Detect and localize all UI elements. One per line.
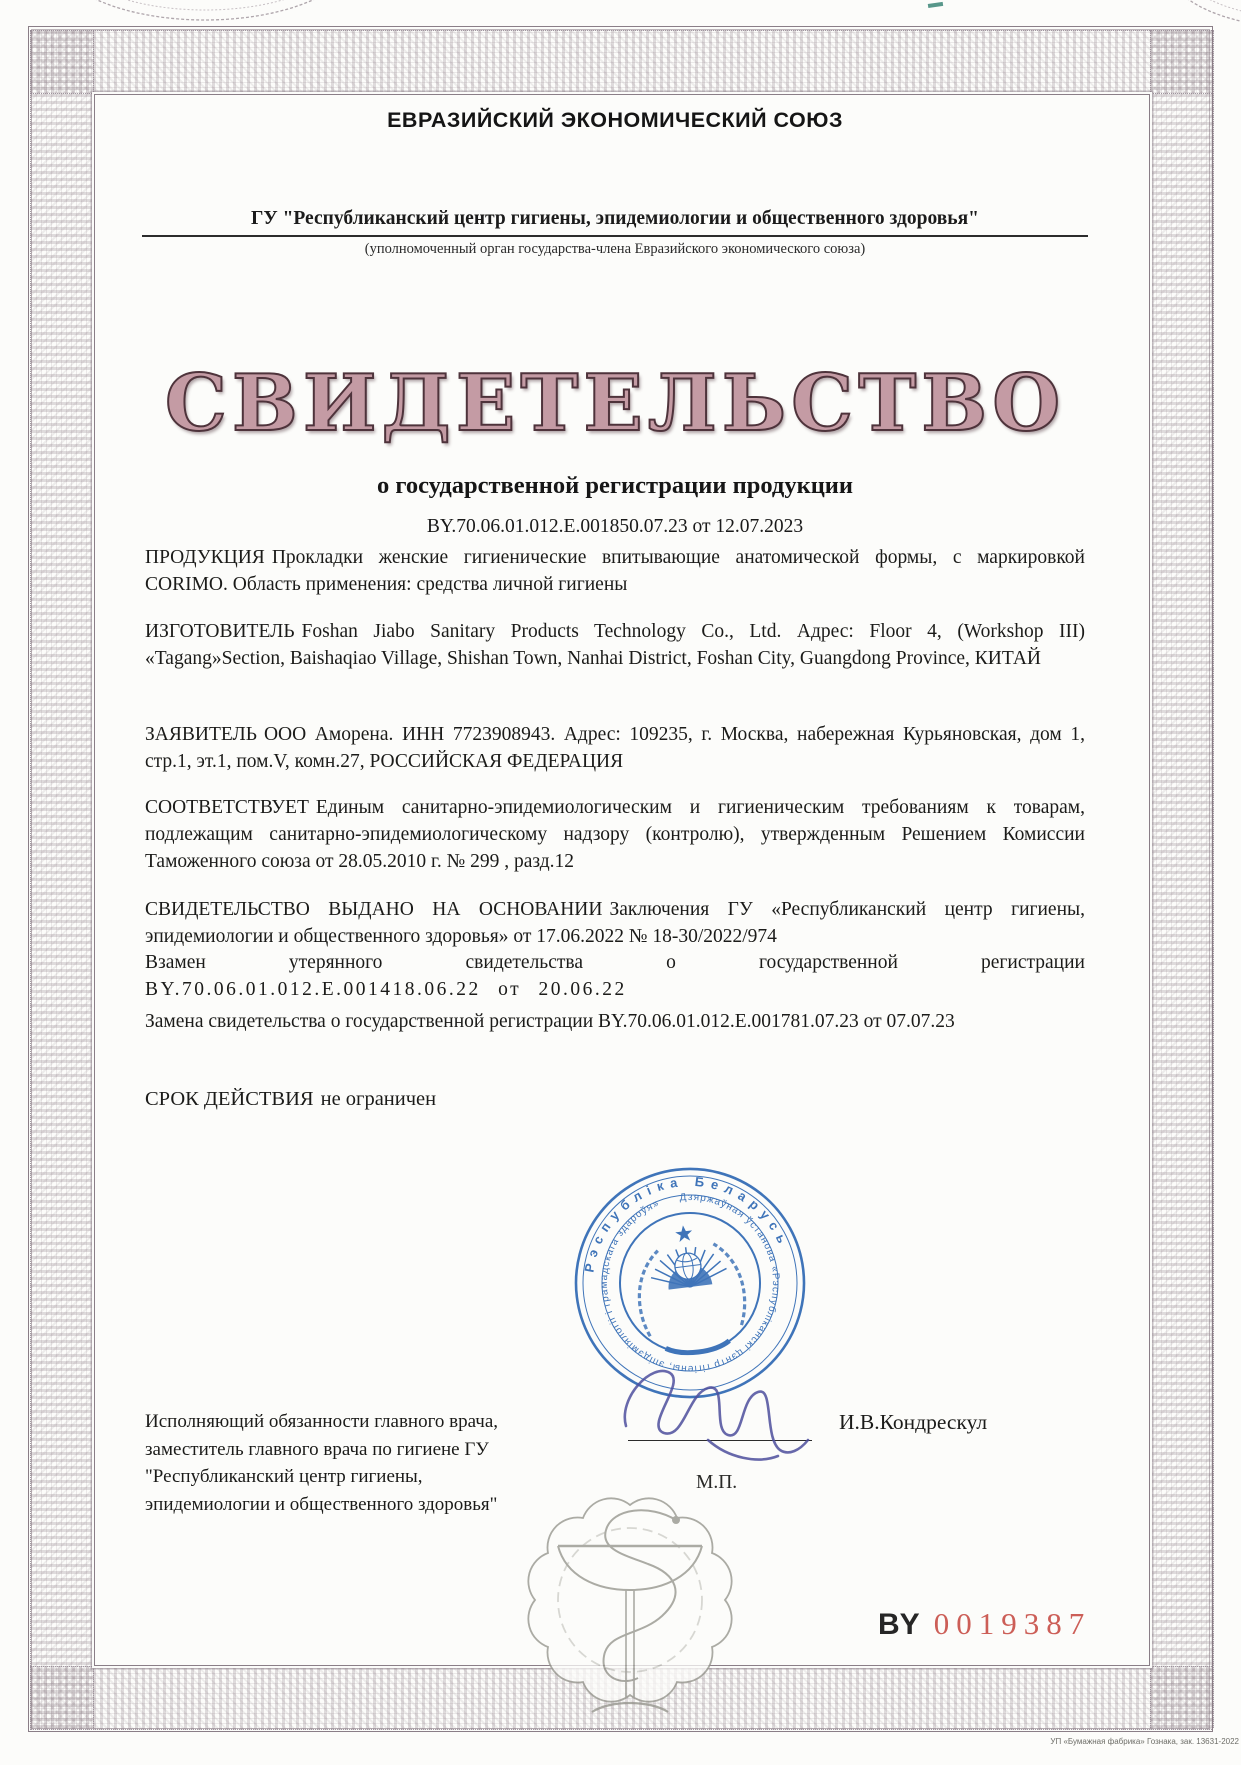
section-compliance [145,794,1085,875]
section-basis [145,896,1085,950]
certificate-subtitle: о государственной регистрации продукции [376,472,854,499]
stamp-star [674,1224,693,1242]
section-product-text: Прокладки женские гигиенические впитывающие анатомической формы, с маркировкой CORIMO. Область применения: средства личной гигиены [145,547,1085,595]
section-compliance-label: СООТВЕТСТВУЕТ [145,797,309,818]
signatory-position-line3: "Республиканский центр гигиены, [145,1466,423,1487]
validity-value: не ограничен [320,1088,437,1110]
snake-head [672,1516,680,1524]
authority-note: (уполномоченный орган государства-члена Евразийского экономического союза) [364,241,866,257]
signatory-position-line1: Исполняющий обязанности главного врача, [145,1411,499,1432]
stamp-outer-textpath: Рэспубліка Беларусь [581,1173,793,1274]
section-compliance-text: Единым санитарно-эпидемиологическим и гигиеническим требованиям к товарам, подлежащим санитарно-эпидемиологическому надзору (контролю), утвержденным Решением Комиссии Таможенного союза от 28.05.2010 г. № 299 , разд.12 [145,797,1085,872]
guilloche-border-left [30,30,94,1728]
seal-place-mark: М.П. [696,1472,738,1493]
signatory-name: И.В.Кондрескул [839,1410,988,1434]
serial-number-row [878,1606,1091,1642]
validity-row [145,1086,1085,1113]
section-product [145,544,1085,598]
signatory-position [145,1408,625,1518]
serial-digits: 0019387 [933,1606,1092,1641]
section-manufacturer [145,618,1085,672]
guilloche-border-top [30,30,1212,94]
signature-ink [625,1371,808,1460]
issuing-authority: ГУ "Республиканский центр гигиены, эпидемиологии и общественного здоровья" [250,208,979,229]
signatory-position-line4: эпидемиологии и общественного здоровья" [145,1493,498,1515]
green-scan-mark [928,2,943,8]
union-title: ЕВРАЗИЙСКИЙ ЭКОНОМИЧЕСКИЙ СОЮЗ [387,108,843,132]
note-lost-line1: Взамен утерянного свидетельства о государственной регистрации [145,952,1085,973]
printer-note: УП «Бумажная фабрика» Гознака, зак. 13631-2022 [1050,1737,1239,1746]
section-applicant-label: ЗАЯВИТЕЛЬ [145,724,257,745]
note-replacement: Замена свидетельства о государственной регистрации BY.70.06.01.012.Е.001781.07.23 от 07.07.23 [145,1011,955,1032]
section-manufacturer-text: Foshan Jiabo Sanitary Products Technology Co., Ltd. Адрес: Floor 4, (Workshop III) «Tagang»Section, Baishaqiao Village, Shishan Town, Nanhai District, Foshan City, Guangdong Province, КИТАЙ [145,621,1085,669]
serial-series: BY [878,1608,920,1641]
validity-label: СРОК ДЕЙСТВИЯ [145,1088,314,1110]
section-manufacturer-label: ИЗГОТОВИТЕЛЬ [145,621,295,642]
section-basis-label: СВИДЕТЕЛЬСТВО ВЫДАНО НА ОСНОВАНИИ [145,899,603,920]
section-product-label: ПРОДУКЦИЯ [145,547,265,568]
registration-number: BY.70.06.01.012.Е.001850.07.23 от 12.07.2023 [426,516,804,537]
partial-medallion-right-inner [1181,0,1241,18]
certificate-title: СВИДЕТЕЛЬСТВО [164,358,1066,449]
watermark-group [528,1498,731,1712]
section-applicant [145,721,1085,775]
guilloche-border-right [1150,30,1214,1728]
note-lost-line2: BY.70.06.01.012.Е.001418.06.22 от 20.06.22 [145,979,627,1000]
authority-underline [142,235,1088,237]
stamp-ring-textpath: Дзяржаўная ўстанова «Рэспубліканскі цэнтр гігіены, эпідэміялогіі і грамадскага здароўя» [598,1191,781,1375]
section-basis-text: Заключения ГУ «Республиканский центр гигиены, эпидемиологии и общественного здоровья» от 17.06.2022 № 18-30/2022/974 [145,899,1086,947]
section-applicant-text: ООО Аморена. ИНН 7723908943. Адрес: 109235, г. Москва, набережная Курьяновская, дом 1, стр.1, эт.1, пом.V, комн.27, РОССИЙСКАЯ ФЕДЕРАЦИЯ [145,724,1085,772]
bowl-base [592,1703,668,1712]
signatory-position-line2: заместитель главного врача по гигиене ГУ [145,1438,489,1460]
stamp-wreath-right [713,1241,748,1327]
partial-medallion-right [1167,0,1241,28]
